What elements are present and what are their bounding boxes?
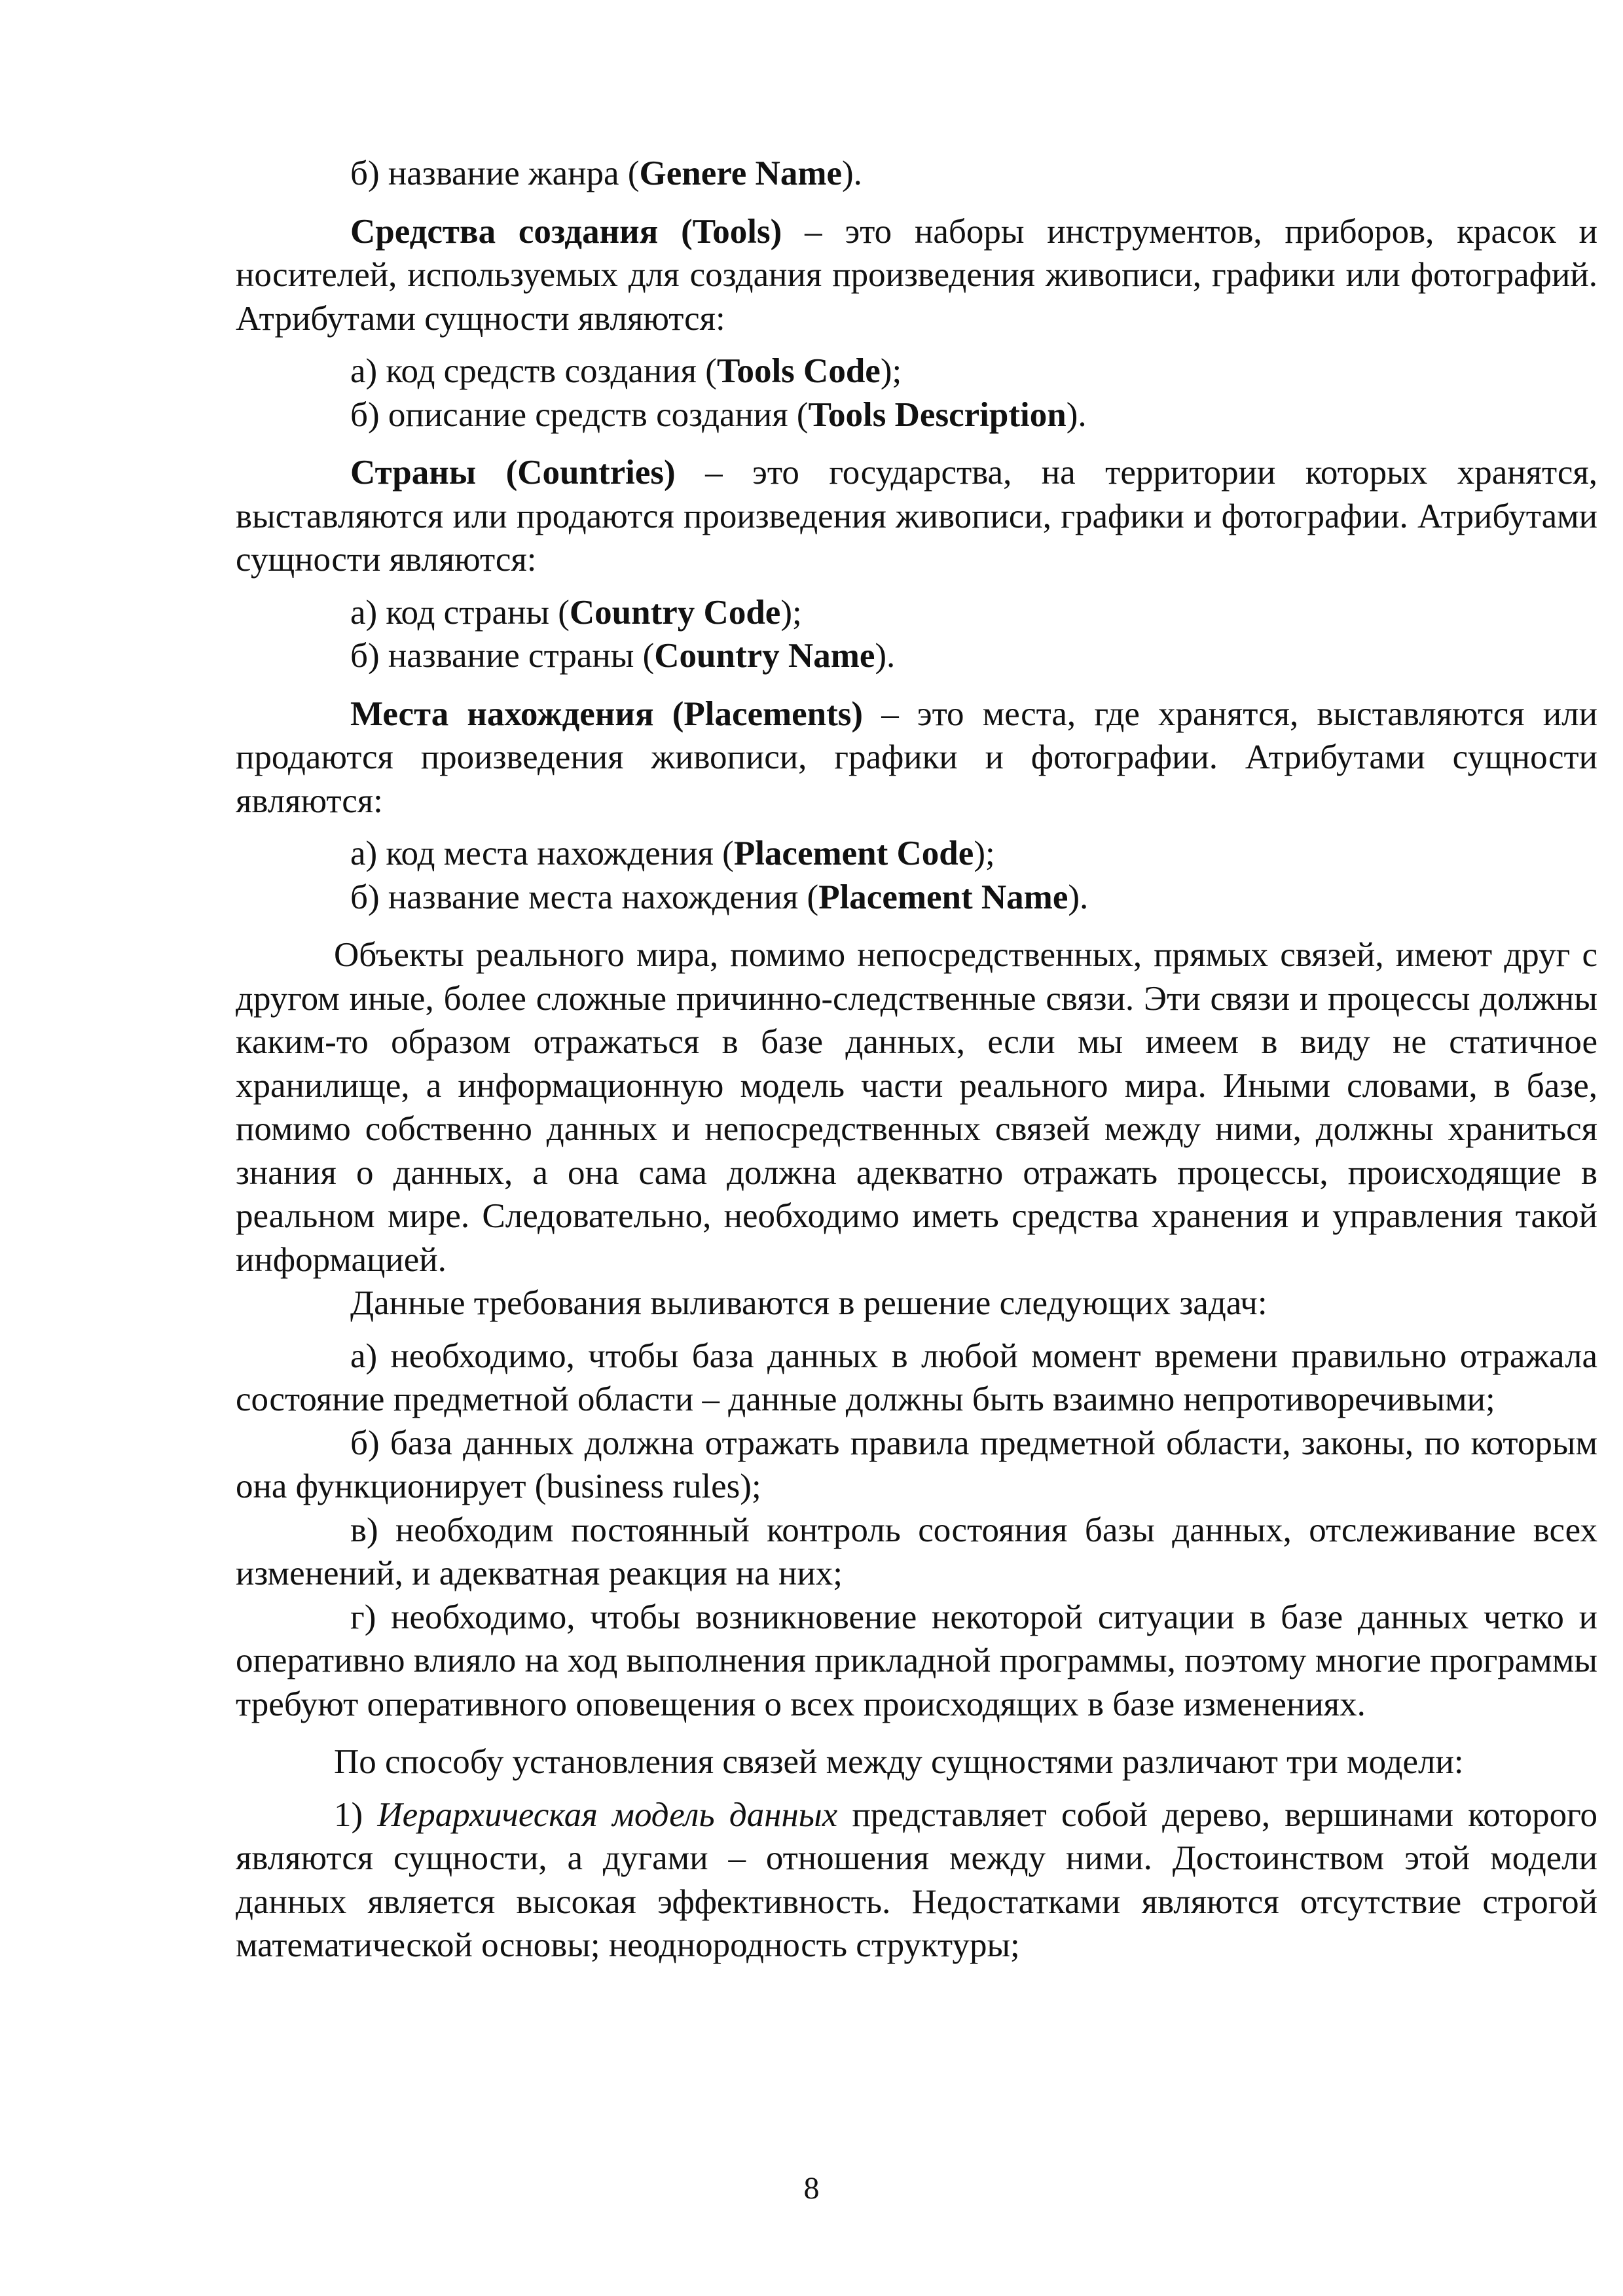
placements-title: Места нахождения (Placements) <box>350 694 864 733</box>
paragraph-hierarchical-model: 1) Иерархическая модель данных представляет собой дерево, вершинами которого являются сущности, а дугами – отношения между ними. Достоинством этой модели данных является высокая эффективность. Недостатками являются отсутствие строгой математической основы; неоднородность структуры; <box>236 1795 1597 1964</box>
countries-definition: Страны (Countries) – это государства, на территории которых хранятся, выставляются или продаются произведения живописи, графики и фотографии. Атрибутами сущности являются: <box>236 454 1597 579</box>
placements-attribute-a: а) код места нахождения (Placement Code); <box>350 834 995 872</box>
task-item-c: в) необходим постоянный контроль состояния базы данных, отслеживание всех изменений, и адекватная реакция на них; <box>236 1511 1597 1592</box>
task-item-d: г) необходимо, чтобы возникновение некоторой ситуации в базе данных четко и оперативно влияло на ход выполнения прикладной программы, поэтому многие программы требуют оперативного оповещения о всех происходящих в базе изменениях. <box>236 1598 1597 1723</box>
countries-attribute-b: б) название страны (Country Name). <box>350 637 896 675</box>
paragraph-real-world-objects: Объекты реального мира, помимо непосредственных, прямых связей, имеют друг с другом иные, более сложные причинно-следственные связи. Эти связи и процессы должны каким-то образом отражаться в базе данных, если мы имеем в виду не статичное хранилище, а информационную модель части реального мира. Иными словами, в базе, помимо собственно данных и непосредственных связей между ними, должны храниться знания о данных, а она сама должна адекватно отражать процессы, происходящие в реальном мире. Следовательно, необходимо иметь средства хранения и управления такой информацией. <box>236 936 1597 1279</box>
placements-attribute-b: б) название места нахождения (Placement Name). <box>350 878 1089 916</box>
paragraph-three-models: По способу установления связей между сущностями различают три модели: <box>334 1743 1464 1781</box>
task-item-a: а) необходимо, чтобы база данных в любой момент времени правильно отражала состояние предметной области – данные должны быть взаимно непротиворечивыми; <box>236 1336 1597 1418</box>
countries-title: Страны (Countries) <box>350 454 676 492</box>
tools-title: Средства создания (Tools) <box>350 212 782 251</box>
task-item-b: б) база данных должна отражать правила предметной области, законы, по которым она функционирует (business rules); <box>236 1424 1597 1505</box>
genre-attribute-b: б) название жанра (Genere Name). <box>350 154 862 192</box>
document-page <box>236 152 1597 1967</box>
tools-attribute-b: б) описание средств создания (Tools Description). <box>350 395 1087 434</box>
paragraph-requirements: Данные требования выливаются в решение следующих задач: <box>350 1284 1267 1322</box>
genre-name-field: Genere Name <box>639 154 843 192</box>
hierarchical-model-term: Иерархическая модель данных <box>377 1795 838 1834</box>
countries-attribute-a: а) код страны (Country Code); <box>350 593 802 632</box>
placements-definition: Места нахождения (Placements) – это места, где хранятся, выставляются или продаются произведения живописи, графики и фотографии. Атрибутами сущности являются: <box>236 694 1597 820</box>
tools-attribute-a: а) код средств создания (Tools Code); <box>350 352 902 390</box>
tools-definition: Средства создания (Tools) – это наборы инструментов, приборов, красок и носителей, используемых для создания произведения живописи, графики или фотографий. Атрибутами сущности являются: <box>236 212 1597 338</box>
page-number: 8 <box>803 2171 820 2206</box>
